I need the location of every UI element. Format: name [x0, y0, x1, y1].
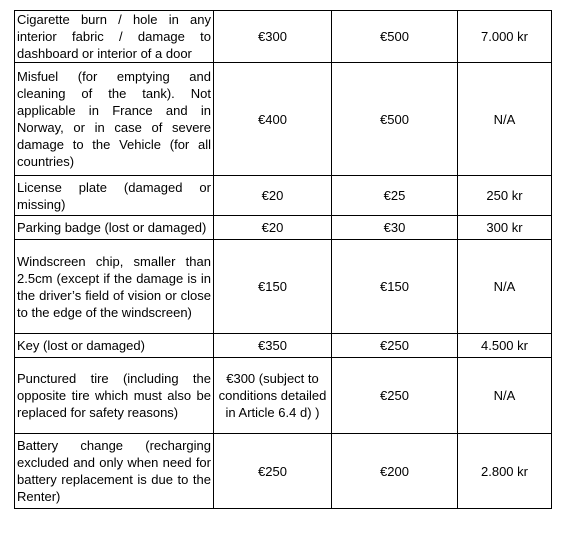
row-description: Parking badge (lost or damaged) [15, 216, 214, 240]
row-description: License plate (damaged or missing) [15, 176, 214, 216]
fee-cell: 7.000 kr [458, 11, 552, 63]
row-description: Punctured tire (including the opposite tire which must also be replaced for safety reasons) [15, 358, 214, 434]
fee-cell: 250 kr [458, 176, 552, 216]
table-row [15, 176, 552, 216]
fee-cell: €250 [214, 434, 332, 509]
fee-cell: €150 [214, 240, 332, 334]
fee-cell: N/A [458, 240, 552, 334]
fee-cell: N/A [458, 358, 552, 434]
table-row [15, 11, 552, 63]
fee-cell: €25 [332, 176, 458, 216]
row-description: Key (lost or damaged) [15, 334, 214, 358]
fee-cell: €250 [332, 334, 458, 358]
fee-cell: 4.500 kr [458, 334, 552, 358]
fee-cell: €350 [214, 334, 332, 358]
fee-cell: €20 [214, 216, 332, 240]
row-description: Misfuel (for emptying and cleaning of the tank). Not applicable in France and in Norway, or in case of severe damage to the Vehicle (for all countries) [15, 63, 214, 176]
row-description: Windscreen chip, smaller than 2.5cm (except if the damage is in the driver’s field of vision or close to the edge of the windscreen) [15, 240, 214, 334]
fee-cell: 2.800 kr [458, 434, 552, 509]
fee-cell: €200 [332, 434, 458, 509]
row-description: Battery change (recharging excluded and only when need for battery replacement is due to the Renter) [15, 434, 214, 509]
table-row [15, 216, 552, 240]
table-row [15, 240, 552, 334]
table-row [15, 334, 552, 358]
table-row [15, 434, 552, 509]
table-row [15, 358, 552, 434]
fee-cell: €20 [214, 176, 332, 216]
fee-cell: €500 [332, 63, 458, 176]
fee-cell: €250 [332, 358, 458, 434]
fee-cell: N/A [458, 63, 552, 176]
fee-cell: €300 (subject to conditions detailed in Article 6.4 d) ) [214, 358, 332, 434]
fee-cell: 300 kr [458, 216, 552, 240]
table-row [15, 63, 552, 176]
fees-table [14, 10, 552, 509]
fee-cell: €150 [332, 240, 458, 334]
row-description: Cigarette burn / hole in any interior fabric / damage to dashboard or interior of a door [15, 11, 214, 63]
fee-cell: €300 [214, 11, 332, 63]
fee-cell: €400 [214, 63, 332, 176]
fee-cell: €500 [332, 11, 458, 63]
fee-cell: €30 [332, 216, 458, 240]
